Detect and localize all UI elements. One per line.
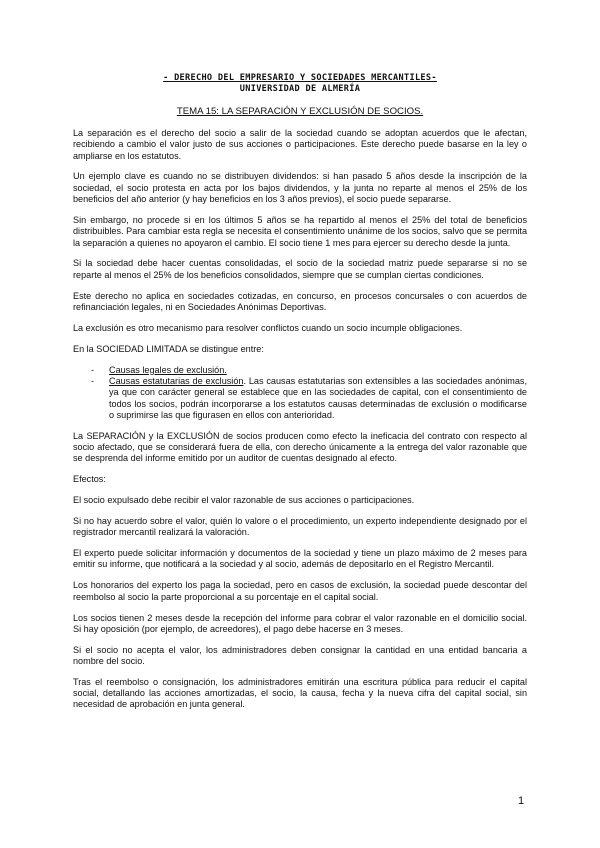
paragraph: Sin embargo, no procede si en los últimos 5 años se ha repartido al menos el 25% del total de beneficios distribuibles. Para cambiar esta regla se necesita el consentimiento unánime de los socios, salvo que se permita la separación a quienes no apoyaron el cambio. El socio tiene 1 mes para ejercer su derecho desde la junta.: [73, 214, 527, 248]
paragraph: Tras el reembolso o consignación, los administradores emitirán una escritura pública para reducir el capital social, detallando las acciones amortizadas, el socio, la causa, fecha y la nueva cifra del capital social, sin necesidad de aprobación en junta general.: [73, 676, 527, 710]
document-body: [73, 128, 527, 720]
paragraph: La separación es el derecho del socio a salir de la sociedad cuando se adoptan acuerdos que le afectan, recibiendo a cambio el valor justo de sus acciones o participaciones. Este derecho puede basarse en la ley o ampliarse en los estatutos.: [73, 128, 527, 161]
list-item-text: . Las causas estatutarias son extensibles a las sociedades anónimas, ya que con carácter general se establece que en las sociedades de capital, con el consentimiento de todos los socios, podrán incorporarse a los estatutos causas determinadas de exclusión o modificarse o suprimirse las que figurasen en ellos con anterioridad.: [109, 375, 527, 420]
list-item-label: Causas estatutarias de exclusión: [109, 375, 244, 386]
header-university: UNIVERSIDAD DE ALMERÍA: [239, 84, 361, 94]
paragraph: Si la sociedad debe hacer cuentas consolidadas, el socio de la sociedad matriz puede separarse si no se reparte al menos el 25% de los beneficios consolidados, siempre que se cumplan ciertas condiciones.: [73, 258, 527, 280]
topic-title: TEMA 15: LA SEPARACIÓN Y EXCLUSIÓN DE SOCIOS.: [176, 106, 424, 117]
paragraph: En la SOCIEDAD LIMITADA se distingue entre:: [73, 343, 264, 354]
exclusion-causes-list: [73, 365, 527, 421]
list-item-label: Causas legales de exclusión.: [109, 364, 227, 375]
paragraph: El experto puede solicitar información y documentos de la sociedad y tiene un plazo máximo de 2 meses para emitir su informe, que notificará a la sociedad y al socio, además de depositarlo en el Registro Mercantil.: [73, 548, 527, 570]
paragraph: Efectos:: [73, 474, 106, 485]
paragraph: La exclusión es otro mecanismo para resolver conflictos cuando un socio incumple obligaciones.: [73, 322, 463, 333]
paragraph: La SEPARACIÓN y la EXCLUSIÓN de socios producen como efecto la ineficacia del contrato con respecto al socio afectado, que se considerará fuera de ella, con derecho únicamente a la entrega del valor razonable que se desprenda del informe emitido por un auditor de cuentas designado al efecto.: [73, 430, 527, 464]
paragraph: El socio expulsado debe recibir el valor razonable de sus acciones o participaciones.: [73, 495, 415, 506]
paragraph: Un ejemplo clave es cuando no se distribuyen dividendos: si han pasado 5 años desde la inscripción de la sociedad, el socio protesta en acta por los bajos dividendos, y la junta no reparte al menos el 25% de los beneficios del año anterior (y hay beneficios en los 3 años previos), el socio puede separarse.: [73, 171, 527, 205]
paragraph: Los honorarios del experto los paga la sociedad, pero en casos de exclusión, la sociedad puede descontar del reembolso al socio la parte proporcional a su porcentaje en el capital social.: [73, 580, 527, 602]
paragraph: Si no hay acuerdo sobre el valor, quién lo valore o el procedimiento, un experto independiente designado por el registrador mercantil realizará la valoración.: [73, 515, 527, 538]
list-item: [109, 376, 527, 421]
paragraph: Si el socio no acepta el valor, los administradores deben consignar la cantidad en una entidad bancaria a nombre del socio.: [73, 644, 527, 666]
paragraph: Este derecho no aplica en sociedades cotizadas, en concurso, en procesos concursales o con acuerdos de refinanciación legales, ni en Sociedades Anónimas Deportivas.: [73, 290, 527, 312]
header-course-title: - DERECHO DEL EMPRESARIO Y SOCIEDADES MERCANTILES-: [163, 73, 437, 83]
page-number: 1: [518, 795, 525, 807]
paragraph: Los socios tienen 2 meses desde la recepción del informe para cobrar el valor razonable en el domicilio social. Si hay oposición (por ejemplo, de acreedores), el pago debe hacerse en 3 meses.: [73, 612, 527, 634]
list-item: [109, 365, 527, 376]
